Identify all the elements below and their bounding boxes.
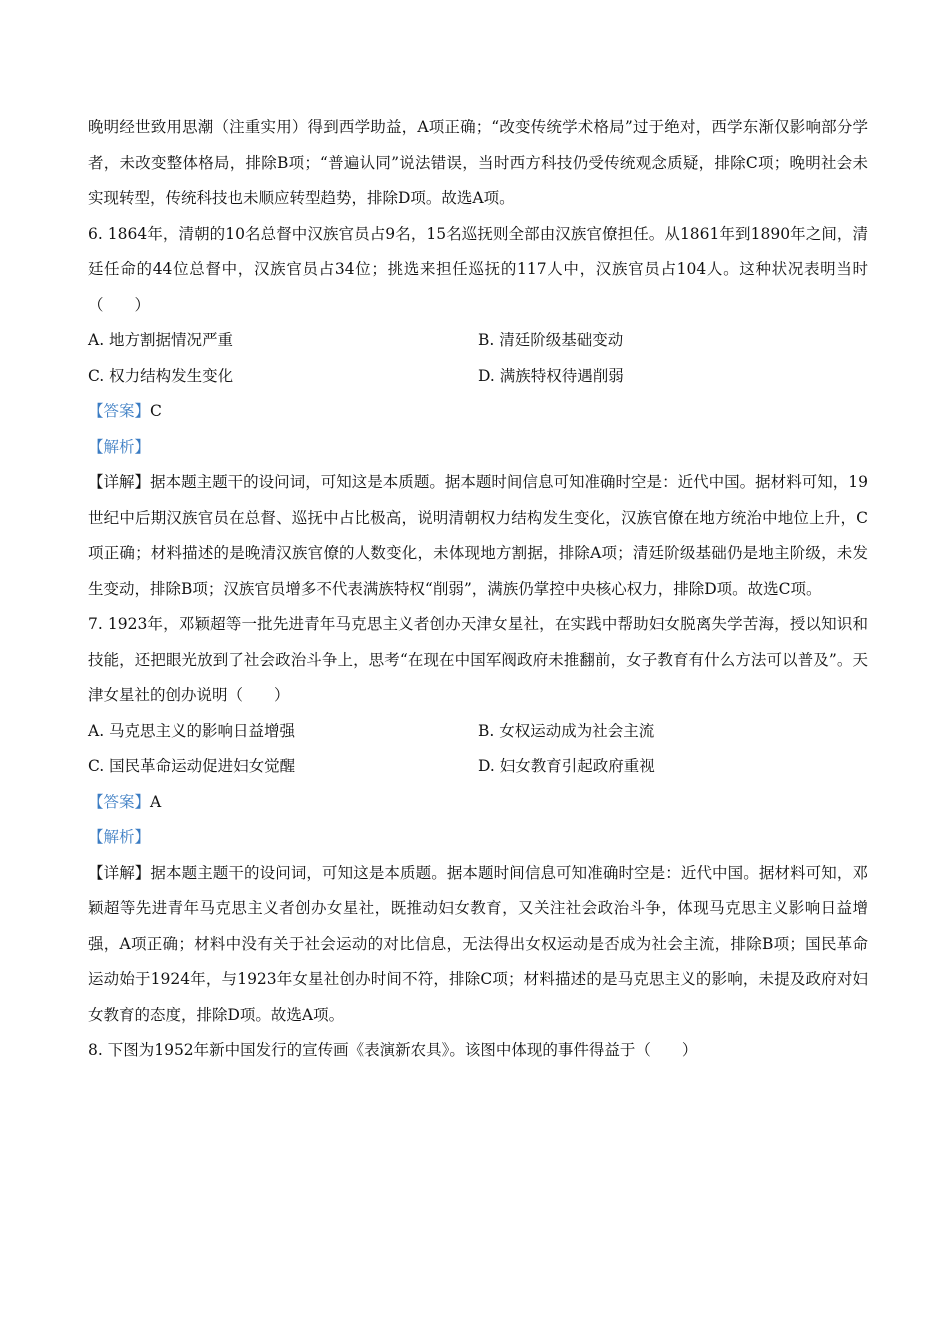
answer-label: 【答案】: [88, 792, 151, 811]
detail-text: 据本题主题干的设问词，可知这是本质题。据本题时间信息可知准确时空是：近代中国。据材料可知，邓颖超等先进青年马克思主义者创办女星社，既推动妇女教育，又关注社会政治斗争，体现马克思主义影响日益增强，A项正确；材料中没有关于社会运动的对比信息，无法得出女权运动是否成为社会主流，排除B项；国民革命运动始于1924年，与1923年女星社创办时间不符，排除C项；材料描述的是马克思主义的影响，未提及政府对妇女教育的态度，排除D项。故选A项。: [88, 863, 868, 1024]
analysis-label: 【解析】: [88, 437, 151, 456]
answer-line: [88, 785, 868, 821]
answer-line: [88, 394, 868, 430]
question-stem: 6. 1864年，清朝的10名总督中汉族官员占9名，15名巡抚则全部由汉族官僚担任。从1861年到1890年之间，清廷任命的44位总督中，汉族官员占34位；挑选来担任巡抚的117人中，汉族官员占104人。这种状况表明当时（ ）: [88, 224, 868, 314]
option-a: A. 马克思主义的影响日益增强: [88, 721, 296, 740]
answer-value: C: [150, 402, 162, 420]
document-page: [88, 110, 868, 1069]
detail-paragraph: [88, 465, 868, 607]
options-row: [88, 359, 868, 395]
question-8-stem: 8. 下图为1952年新中国发行的宣传画《表演新农具》。该图中体现的事件得益于（ ）: [88, 1041, 698, 1059]
option-d: D. 妇女教育引起政府重视: [478, 757, 655, 775]
option-a: A. 地方割据情况严重: [88, 331, 234, 349]
detail-label: 【详解】: [88, 863, 151, 882]
options-row: [88, 714, 868, 750]
detail-paragraph: [88, 856, 868, 1034]
analysis-label: 【解析】: [88, 828, 151, 846]
detail-text: 据本题主题干的设问词，可知这是本质题。据本题时间信息可知准确时空是：近代中国。据材料可知，19世纪中后期汉族官员在总督、巡抚中占比极高，说明清朝权力结构发生变化，汉族官僚在地方统治中地位上升，C项正确；材料描述的是晚清汉族官僚的人数变化，未体现地方割据，排除A项；清廷阶级基础仍是地主阶级，未发生变动，排除B项；汉族官员增多不代表满族特权“削弱”，满族仍掌控中央核心权力，排除D项。故选C项。: [88, 473, 868, 598]
detail-label: 【详解】: [88, 473, 151, 491]
option-b: B. 女权运动成为社会主流: [478, 721, 655, 740]
option-b: B. 清廷阶级基础变动: [478, 331, 624, 349]
option-c: C. 国民革命运动促进妇女觉醒: [88, 757, 296, 775]
question-7: [88, 607, 868, 1033]
intro-paragraph: 晚明经世致用思潮（注重实用）得到西学助益，A项正确；“改变传统学术格局”过于绝对，西学东渐仅影响部分学者，未改变整体格局，排除B项；“普遍认同”说法错误，当时西方科技仍受传统观念质疑，排除C项；晚明社会未实现转型，传统科技也未顺应转型趋势，排除D项。故选A项。: [88, 118, 868, 207]
answer-label: 【答案】: [88, 402, 151, 420]
option-c: C. 权力结构发生变化: [88, 366, 234, 385]
answer-value: A: [150, 792, 162, 811]
options-row: [88, 749, 868, 785]
option-d: D. 满族特权待遇削弱: [478, 366, 624, 385]
question-6: [88, 217, 868, 608]
options-row: [88, 323, 868, 359]
question-stem: 7. 1923年，邓颖超等一批先进青年马克思主义者创办天津女星社，在实践中帮助妇女脱离失学苦海，授以知识和技能，还把眼光放到了社会政治斗争上，思考“在现在中国军阀政府未推翻前，女子教育有什么方法可以普及”。天津女星社的创办说明（ ）: [88, 615, 868, 704]
